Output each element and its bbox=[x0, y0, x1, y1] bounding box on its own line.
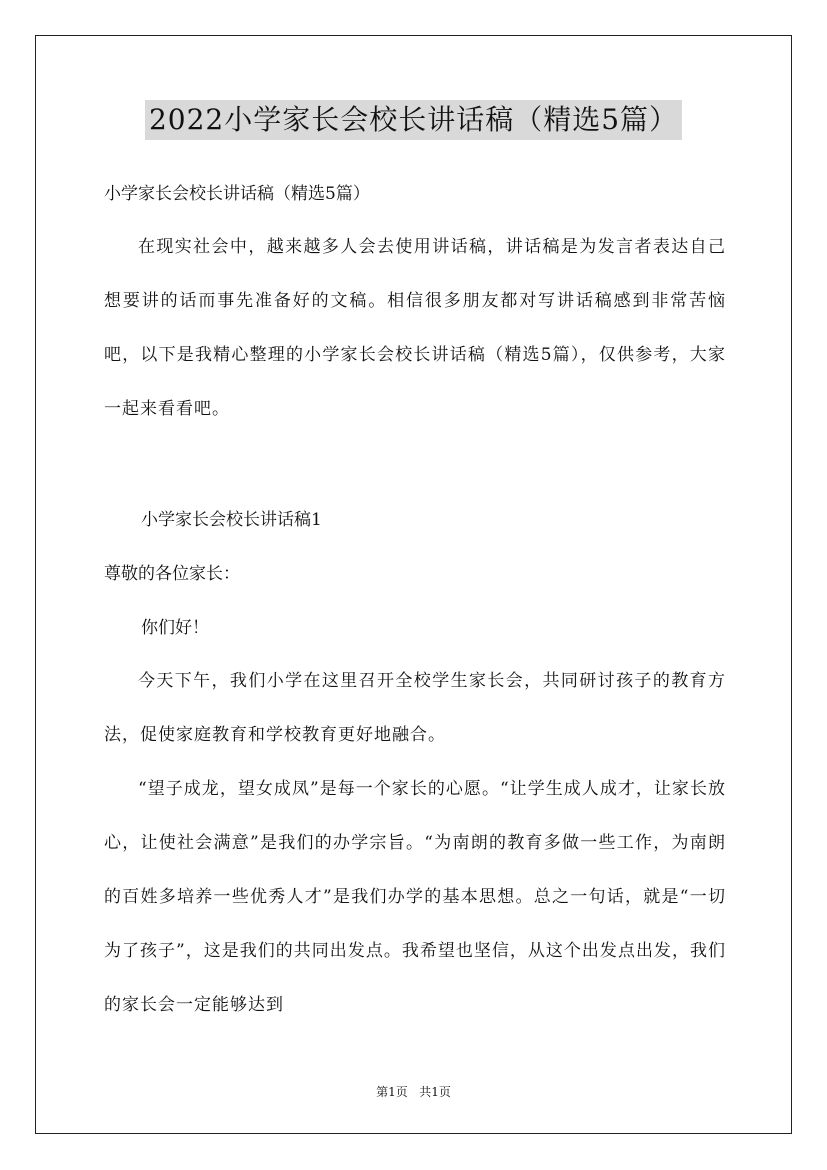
page-total: 共1页 bbox=[419, 1085, 451, 1099]
document-title: 2022小学家长会校长讲话稿（精选5篇） bbox=[145, 100, 682, 140]
title-container bbox=[0, 100, 827, 140]
greeting: 你们好！ bbox=[141, 618, 209, 638]
page-number: 第1页 bbox=[376, 1085, 408, 1099]
body-paragraph-2: “望子成龙，望女成凤”是每一个家长的心愿。“让学生成人成才，让家长放心，让使社会满意”是我们的办学宗旨。“为南朗的教育多做一些工作，为南朗的百姓多培养一些优秀人才”是我们办学的基本思想。总之一句话，就是“一切为了孩子”，这是我们的共同出发点。我希望也坚信，从这个出发点出发，我们的家长会一定能够达到 bbox=[104, 779, 726, 1015]
salutation: 尊敬的各位家长： bbox=[104, 564, 240, 584]
section-heading: 小学家长会校长讲话稿1 bbox=[141, 510, 322, 530]
document-subtitle: 小学家长会校长讲话稿（精选5篇） bbox=[104, 184, 370, 204]
body-paragraph-1: 今天下午，我们小学在这里召开全校学生家长会，共同研讨孩子的教育方法，促使家庭教育和学校教育更好地融合。 bbox=[104, 671, 726, 745]
page-footer bbox=[0, 1083, 827, 1100]
intro-paragraph: 在现实社会中，越来越多人会去使用讲话稿，讲话稿是为发言者表达自己想要讲的话而事先准备好的文稿。相信很多朋友都对写讲话稿感到非常苦恼吧，以下是我精心整理的小学家长会校长讲话稿（精选5篇），仅供参考，大家一起来看看吧。 bbox=[104, 237, 726, 419]
